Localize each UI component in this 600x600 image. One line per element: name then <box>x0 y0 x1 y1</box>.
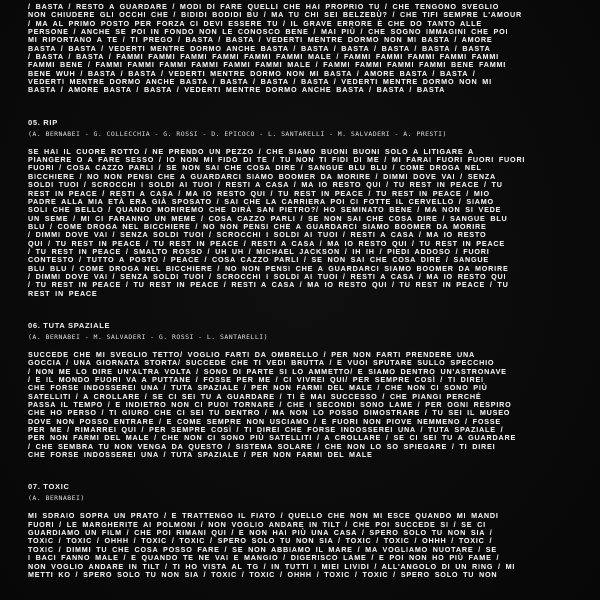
lyric-line: / BASTA / RESTO A GUARDARE / MODI DI FARE QUELLI CHE HAI PROPRIO TU / CHE TENGONO SVEGLIO <box>28 2 500 11</box>
lyric-line: TOXIC / TOXIC / OHHH / TOXIC / TOXIC / SPERO SOLO TU NON SIA / TOXIC / TOXIC / OHHH / TOXIC / <box>28 536 493 546</box>
track-section <box>28 483 580 579</box>
lyric-line: / CHE SEMBRA TU NON VENGA DA QUESTO / SISTEMA SOLARE / CHE NON LO SO SPIEGARE / TI DIREI <box>28 441 496 451</box>
lyric-line: PIANGERE O A FARE SESSO / IO NON MI FIDO DI TE / TU NON TI FIDI DI ME / MI FARAI FUORI FUORI FUORI <box>28 155 526 165</box>
lyric-line: CONTESTO / TUTTO A POSTO / PEACE / COSA CAZZO PARLI / SE NON SAI CHE COSA DIRE / SANGUE <box>28 255 490 265</box>
track-title: 07. TOXIC <box>28 482 70 492</box>
track-credits: (A. BERNABEI - G. COLLECCHIA - G. ROSSI - D. EPICOCO - L. SANTARELLI - M. SALVADERI - A. PRESTI) <box>28 129 447 138</box>
lyric-line: BASTA / AMORE BASTA / BASTA / VEDERTI MENTRE DORMO ANCHE BASTA / BASTA / BASTA <box>28 85 446 95</box>
lyric-line: FAMMI BENE / FAMMI FAMMI FAMMI FAMMI FAMMI FAMMI MALE / FAMMI FAMMI FAMMI FAMMI BENE FAMMI <box>28 60 507 70</box>
lyric-line: MI RIPORTANO A TE / TI PREGO / BASTA / BASTA / VEDERTI MENTRE DORMO NON MI BASTA / AMORE <box>28 35 493 45</box>
lyric-line: PADRE ALLA MIA ETÀ ERA GIÀ SPOSATO / SAI CHE LA CARRIERA POI CI FOTTE IL CERVELLO / SIAMO <box>28 196 494 206</box>
track-section <box>28 119 580 298</box>
lyric-line: PASSA IL TEMPO / E INDIETRO NON CI PUOI TORNARE / CHE I SECONDI SONO LAME / PER OGNI RESPIRO <box>28 400 512 410</box>
track-title: 06. TUTA SPAZIALE <box>28 320 111 330</box>
lyric-line: PER ME / RIMARREI QUI / PER SEMPRE COSÌ / TI DIREI CHE FORSE INDOSSEREI UNA / TUTA SPAZIALE / <box>28 425 504 435</box>
lyric-line: / DIMMI DOVE VAI / SENZA SOLDI TUOI / SCROCCHI I SOLDI AI TUOI / RESTI A CASA / MA IO RESTO QUI <box>28 271 507 281</box>
lyric-line: BENE WUH / BASTA / BASTA / VEDERTI MENTRE DORMO NON MI BASTA / AMORE BASTA / BASTA / <box>28 68 476 78</box>
lyric-line: CHE FORSE INDOSSEREI UNA / TUTA SPAZIALE / PER NON FARMI DEL MALE <box>28 450 373 460</box>
lyric-line: SUCCEDE CHE MI SVEGLIO TETTO/ VOGLIO FARTI DA OMBRELLO / PER NON FARTI PRENDERE UNA <box>28 349 476 359</box>
lyric-line: BASTA / BASTA / VEDERTI MENTRE DORMO ANCHE BASTA / BASTA / BASTA / BASTA / BASTA / BASTA <box>28 43 491 53</box>
lyric-line: VEDERTI MENTRE DORMO ANCHE BASTA / BASTA / BASTA / BASTA / VEDERTI MENTRE DORMO NON MI <box>28 77 492 87</box>
track-lyrics <box>28 148 580 298</box>
lyric-line: SE HAI IL CUORE ROTTO / NE PRENDO UN PEZZO / CHE SIAMO BUONI BUONI SOLO A LITIGARE A <box>28 146 474 156</box>
lyric-line: / TU REST IN PEACE / TU REST IN PEACE / RESTI A CASA / MA IO RESTO QUI / TU REST IN PEACE / TU <box>28 280 509 290</box>
lyric-line: BLU BLU / COME DROGA NEL BICCHIERE / NO NON PENSI CHE A GUARDARCI SIAMO BOOMER DA MORIRE <box>28 263 509 273</box>
lyric-line: CHE FORSE INDOSSEREI UNA / TUTA SPAZIALE / PER NON FARMI DEL MALE / CHE NON CI SONO PIÙ <box>28 383 488 393</box>
lyric-line: SOLI CHE BELLO / QUANDO MORIREMO CHE DIRÀ SAN PIETRO?/ HO SEMINATO BENE / MA NON SI VEDE <box>28 205 502 215</box>
lyric-line: METTI KO / SPERO SOLO TU NON SIA / TOXIC / TOXIC / OHHH / TOXIC / TOXIC / SPERO SOLO TU NON <box>28 569 498 579</box>
lyric-line: QUI / TU REST IN PEACE / TU REST IN PEACE / RESTI A CASA / MA IO RESTO QUI / TU REST IN PEACE <box>28 238 506 248</box>
lyric-line: CHE HO PERSO / TI GIURO CHE CI SEI TU DENTRO / MA NON LO POSSO DIMOSTRARE / TU SEI IL MUSEO <box>28 408 511 418</box>
lyric-line: SOLDI TUOI / SCROCCHI I SOLDI AI TUOI / RESTI A CASA / MA IO RESTO QUI / TU REST IN PEACE / TU <box>28 180 503 190</box>
lyric-line: / BASTA / BASTA / FAMMI FAMMI FAMMI FAMMI FAMMI FAMMI MALE / FAMMI FAMMI FAMMI FAMMI FAMMI <box>28 52 499 62</box>
lyric-line: FUORI / COSA CAZZO PARLI / SE NON SAI CHE COSA DIRE / SANGUE BLU BLU / COME DROGA NEL <box>28 163 482 173</box>
lyric-line: SATELLITI / A CROLLARE / SE CI SEI TU A GUARDARE / TI È MAI SUCCESSO / CHE PIANGI PERCHÉ <box>28 391 482 401</box>
lyric-line: I BACI FANNO MALE / E QUANDO TE NE VAI E MANGIO / DIGERISCO LAME / E POI NON HO PIÙ FAME / <box>28 553 500 563</box>
lyric-line: / TU REST IN PEACE / SMALTO ROSSO / UH UH / MICHAEL JACKSON / IH IH / PIEDI ADDOSO / FUORI <box>28 246 490 256</box>
lyric-line: REST IN PEACE <box>28 288 98 298</box>
lyric-line: NON VOGLIO ANDARE IN TILT / TI HO VISTA AL TG / IN TUTTI I MIEI LIVIDI / ALL'ANGOLO DI UN RING / MI <box>28 561 516 571</box>
track-credits: (A. BERNABEI) <box>28 494 85 503</box>
track-credits: (A. BERNABEI - M. SALVADERI - G. ROSSI - L. SANTARELLI) <box>28 332 268 341</box>
lyric-line: REST IN PEACE / RESTI A CASA / MA IO RESTO QUI / TU REST IN PEACE / TU REST IN PEACE / MIO <box>28 188 490 198</box>
lyric-line: BLU / COME DROGA NEL BICCHIERE / NO NON PENSI CHE A GUARDARCI SIAMO BOOMER DA MORIRE <box>28 221 487 231</box>
lyric-line: NON CHIUDERE GLI OCCHI CHE / BIDIDI BODIDI BU / MA TU CHI SEI BELZEBÙ? / CHE TIFI SEMPRE L'AMOUR <box>28 10 522 20</box>
track-title: 05. RIP <box>28 117 58 127</box>
lyric-line: UN SEME / MI CI FARANNO UN MEME / COSA CAZZO PARLI / SE NON SAI CHE COSA DIRE / SANGUE BLU <box>28 213 508 223</box>
track-section <box>28 322 580 459</box>
lyric-line: / NON ME LO DIRE UN'ALTRA VOLTA / SONO DI PARTE SI LO AMMETTO/ E SIAMO DENTRO UN'ASTRONAVE <box>28 366 507 376</box>
lyric-line: / E IL MONDO FUORI VA A PUTTANE / FOSSE PER ME / CI VIVREI QUI/ PER SEMPRE COSÌ / TI DIREI <box>28 375 484 384</box>
track-lyrics <box>28 351 580 459</box>
lyric-line: / MA AL PRIMO POSTO PER FORZA CI DEVI ESSERE TU / IL GRAVE ERRORE È CHE DO TANTO ALLE <box>28 18 482 28</box>
track-lyrics <box>28 3 580 95</box>
track-section <box>28 3 580 95</box>
lyric-line: FUORI / LE MARGHERITE AI POLMONI / NON VOGLIO ANDARE IN TILT / CHE POI SUCCEDE SI / SE CI <box>28 519 486 529</box>
lyric-line: GOCCIA / UNA GIORNATA STORTA/ SUCCEDE CHE TI VEDI BRUTTA / E VUOI SPUTARE SULLO SPECCHIO <box>28 358 495 368</box>
track-lyrics <box>28 512 580 579</box>
lyric-line: PERSONE / ANCHE SE POI IN FONDO NON LE CONOSCO BENE / MAI PIÙ / CHE SOGNO IMMAGINI CHE POI <box>28 27 509 37</box>
lyric-line: PER NON FARMI DEL MALE / CHE NON CI SONO PIÙ SATELLITI / A CROLLARE / SE CI SEI TU A GUARDARE <box>28 433 517 443</box>
lyric-line: MI SDRAIO SOPRA UN PRATO / E TRATTENGO IL FIATO / QUELLO CHE NON MI ESCE QUANDO MI MANDI <box>28 511 499 521</box>
lyric-line: / DIMMI DOVE VAI / SENZA SOLDI TUOI / SCROCCHI I SOLDI AI TUOI / RESTI A CASA / MA IO RESTO <box>28 230 487 240</box>
lyric-line: DOVE NON POSSO ENTRARE / E COME SEMPRE NON USCIAMO / E FUORI NON PIOVE NEMMENO / FOSSE <box>28 416 501 426</box>
lyric-line: GUARDIAMO UN FILM / CHE POI RIMANI QUI / E NON HAI PIÙ UNA CASA / SPERO SOLO TU NON SIA / <box>28 528 493 538</box>
lyric-line: BICCHIERE / NO NON PENSI CHE A GUARDARCI SIAMO BOOMER DA MORIRE / DIMMI DOVE VAI / SENZA <box>28 171 497 181</box>
lyric-line: TOXIC / DIMMI TU CHE COSA POSSO FARE / SE NON ABBIAMO IL MARE / MA VOGLIAMO NUOTARE / SE <box>28 544 497 554</box>
